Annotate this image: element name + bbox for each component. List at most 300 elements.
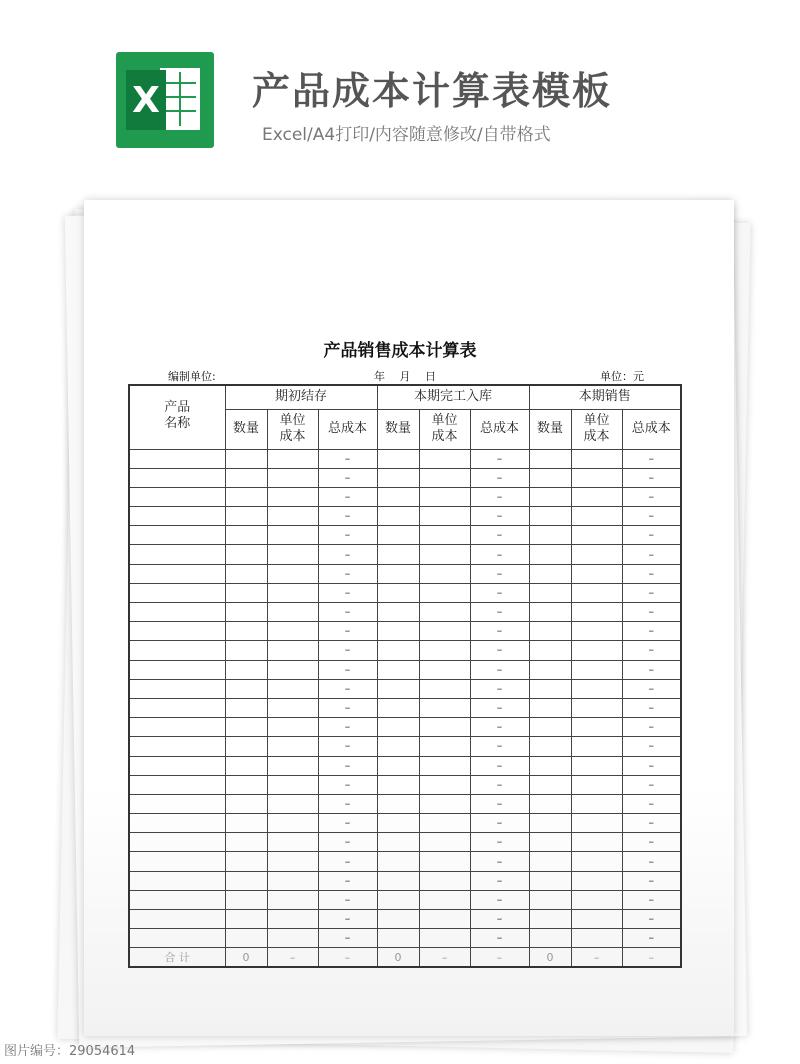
table-cell[interactable] [419, 929, 470, 948]
table-cell[interactable] [129, 564, 225, 583]
table-cell[interactable] [571, 737, 622, 756]
table-cell[interactable] [571, 833, 622, 852]
table-cell[interactable] [419, 794, 470, 813]
table-cell[interactable]: – [318, 679, 377, 698]
table-cell[interactable]: – [318, 603, 377, 622]
table-cell[interactable] [377, 468, 419, 487]
table-cell[interactable] [529, 660, 571, 679]
table-cell[interactable] [267, 583, 318, 602]
table-cell[interactable] [529, 564, 571, 583]
table-cell[interactable]: – [318, 449, 377, 468]
table-cell[interactable] [377, 507, 419, 526]
table-cell[interactable]: – [470, 871, 529, 890]
table-cell[interactable]: – [470, 756, 529, 775]
table-row [129, 890, 681, 909]
table-cell[interactable]: – [470, 775, 529, 794]
table-row [129, 910, 681, 929]
table-cell[interactable] [267, 890, 318, 909]
table-cell[interactable] [129, 622, 225, 641]
table-cell[interactable]: – [318, 507, 377, 526]
table-cell[interactable]: – [318, 545, 377, 564]
table-cell[interactable] [377, 545, 419, 564]
table-cell[interactable] [377, 660, 419, 679]
table-cell[interactable] [267, 449, 318, 468]
table-cell[interactable]: – [318, 583, 377, 602]
total-cell: 0 [529, 948, 571, 968]
table-cell[interactable]: – [622, 564, 681, 583]
table-cell[interactable] [571, 564, 622, 583]
table-cell[interactable] [377, 833, 419, 852]
table-cell[interactable]: – [318, 910, 377, 929]
table-cell[interactable] [529, 852, 571, 871]
table-cell[interactable] [529, 622, 571, 641]
table-cell[interactable] [377, 890, 419, 909]
table-cell[interactable]: – [470, 698, 529, 717]
table-cell[interactable] [377, 737, 419, 756]
table-cell[interactable]: – [622, 737, 681, 756]
column-header-1-2: 总成本 [470, 409, 529, 449]
table-cell[interactable] [129, 603, 225, 622]
table-cell[interactable] [419, 852, 470, 871]
table-cell[interactable] [419, 526, 470, 545]
table-row [129, 468, 681, 487]
table-cell[interactable]: – [622, 871, 681, 890]
table-cell[interactable] [419, 756, 470, 775]
table-cell[interactable] [529, 526, 571, 545]
table-cell[interactable] [529, 507, 571, 526]
table-cell[interactable] [225, 814, 267, 833]
table-cell[interactable] [225, 698, 267, 717]
table-cell[interactable]: – [318, 526, 377, 545]
column-header-0-2: 总成本 [318, 409, 377, 449]
table-cell[interactable] [129, 756, 225, 775]
total-cell: – [470, 948, 529, 968]
table-cell[interactable]: – [318, 852, 377, 871]
table-cell[interactable] [225, 583, 267, 602]
table-cell[interactable] [571, 526, 622, 545]
table-cell[interactable]: – [318, 737, 377, 756]
table-cell[interactable] [419, 583, 470, 602]
table-cell[interactable] [529, 583, 571, 602]
table-cell[interactable] [419, 698, 470, 717]
table-cell[interactable]: – [318, 775, 377, 794]
table-cell[interactable] [419, 660, 470, 679]
table-cell[interactable] [225, 890, 267, 909]
table-cell[interactable] [225, 737, 267, 756]
table-cell[interactable]: – [622, 794, 681, 813]
table-cell[interactable] [571, 718, 622, 737]
table-cell[interactable] [377, 718, 419, 737]
table-cell[interactable] [129, 583, 225, 602]
column-header-1-0: 数量 [377, 409, 419, 449]
table-cell[interactable] [377, 929, 419, 948]
table-cell[interactable] [267, 775, 318, 794]
table-cell[interactable]: – [622, 660, 681, 679]
table-cell[interactable] [419, 871, 470, 890]
table-cell[interactable] [129, 545, 225, 564]
table-cell[interactable]: – [318, 622, 377, 641]
table-cell[interactable] [267, 526, 318, 545]
table-cell[interactable]: – [470, 583, 529, 602]
table-cell[interactable] [267, 545, 318, 564]
group-header-sales: 本期销售 [529, 385, 681, 409]
table-cell[interactable] [571, 487, 622, 506]
table-cell[interactable] [419, 545, 470, 564]
table-cell[interactable]: – [622, 775, 681, 794]
table-cell[interactable] [529, 718, 571, 737]
table-cell[interactable] [529, 890, 571, 909]
table-cell[interactable]: – [318, 929, 377, 948]
table-row [129, 660, 681, 679]
table-cell[interactable] [529, 545, 571, 564]
table-cell[interactable] [377, 794, 419, 813]
total-cell: – [622, 948, 681, 968]
table-cell[interactable] [419, 603, 470, 622]
table-cell[interactable] [129, 468, 225, 487]
table-cell[interactable] [377, 583, 419, 602]
table-cell[interactable] [267, 852, 318, 871]
table-cell[interactable]: – [470, 622, 529, 641]
table-cell[interactable]: – [622, 679, 681, 698]
table-cell[interactable]: – [470, 468, 529, 487]
table-cell[interactable] [129, 910, 225, 929]
table-cell[interactable] [377, 487, 419, 506]
table-cell[interactable] [419, 564, 470, 583]
table-cell[interactable] [225, 718, 267, 737]
table-cell[interactable] [377, 564, 419, 583]
table-cell[interactable] [377, 449, 419, 468]
table-row [129, 583, 681, 602]
table-cell[interactable] [129, 449, 225, 468]
table-cell[interactable]: – [470, 449, 529, 468]
table-cell[interactable] [419, 487, 470, 506]
table-cell[interactable]: – [318, 718, 377, 737]
table-cell[interactable] [529, 737, 571, 756]
table-cell[interactable] [225, 487, 267, 506]
table-cell[interactable] [571, 910, 622, 929]
table-cell[interactable] [529, 641, 571, 660]
table-cell[interactable] [529, 775, 571, 794]
table-cell[interactable]: – [318, 756, 377, 775]
compiling-unit-label: 编制单位: [168, 370, 216, 383]
table-cell[interactable] [225, 775, 267, 794]
table-cell[interactable]: – [622, 545, 681, 564]
table-cell[interactable] [267, 833, 318, 852]
table-cell[interactable] [267, 737, 318, 756]
table-cell[interactable] [529, 487, 571, 506]
table-cell[interactable] [529, 679, 571, 698]
table-cell[interactable] [377, 526, 419, 545]
currency-unit-label: 单位：元 [600, 370, 644, 383]
table-cell[interactable] [225, 507, 267, 526]
table-cell[interactable] [267, 794, 318, 813]
table-cell[interactable] [419, 507, 470, 526]
excel-x-icon: X [126, 70, 166, 130]
table-row [129, 641, 681, 660]
table-cell[interactable] [267, 564, 318, 583]
table-cell[interactable] [129, 871, 225, 890]
table-cell[interactable] [377, 698, 419, 717]
table-cell[interactable] [529, 603, 571, 622]
table-cell[interactable] [571, 929, 622, 948]
table-cell[interactable] [225, 910, 267, 929]
table-cell[interactable] [529, 468, 571, 487]
table-cell[interactable] [571, 545, 622, 564]
table-cell[interactable] [225, 929, 267, 948]
table-cell[interactable] [529, 449, 571, 468]
table-cell[interactable] [225, 641, 267, 660]
table-cell[interactable]: – [470, 890, 529, 909]
table-cell[interactable]: – [470, 507, 529, 526]
table-cell[interactable]: – [318, 794, 377, 813]
table-cell[interactable] [529, 814, 571, 833]
table-cell[interactable]: – [318, 871, 377, 890]
table-row [129, 449, 681, 468]
table-cell[interactable] [129, 775, 225, 794]
table-cell[interactable] [529, 910, 571, 929]
table-cell[interactable] [129, 679, 225, 698]
table-cell[interactable] [129, 814, 225, 833]
table-cell[interactable]: – [622, 468, 681, 487]
table-cell[interactable]: – [622, 718, 681, 737]
table-cell[interactable]: – [470, 603, 529, 622]
table-cell[interactable] [419, 814, 470, 833]
table-cell[interactable] [571, 603, 622, 622]
table-cell[interactable] [571, 890, 622, 909]
table-cell[interactable]: – [470, 718, 529, 737]
table-cell[interactable]: – [318, 890, 377, 909]
table-cell[interactable]: – [622, 583, 681, 602]
table-cell[interactable] [571, 641, 622, 660]
table-cell[interactable] [419, 641, 470, 660]
table-cell[interactable] [529, 794, 571, 813]
table-cell[interactable] [129, 890, 225, 909]
table-cell[interactable] [225, 852, 267, 871]
table-cell[interactable] [571, 756, 622, 775]
table-row [129, 852, 681, 871]
total-cell: 合 计 [129, 948, 225, 968]
table-cell[interactable]: – [622, 603, 681, 622]
table-cell[interactable] [419, 737, 470, 756]
table-cell[interactable] [225, 756, 267, 775]
table-cell[interactable]: – [318, 641, 377, 660]
table-cell[interactable] [377, 679, 419, 698]
table-cell[interactable]: – [470, 852, 529, 871]
table-cell[interactable] [419, 622, 470, 641]
table-cell[interactable] [571, 794, 622, 813]
table-cell[interactable]: – [470, 929, 529, 948]
table-cell[interactable]: – [622, 814, 681, 833]
table-cell[interactable] [377, 775, 419, 794]
table-cell[interactable] [571, 698, 622, 717]
table-cell[interactable] [571, 583, 622, 602]
table-cell[interactable]: – [470, 679, 529, 698]
table-cell[interactable] [571, 622, 622, 641]
table-cell[interactable] [129, 641, 225, 660]
cost-table [128, 384, 682, 968]
table-cell[interactable] [225, 679, 267, 698]
table-cell[interactable] [267, 641, 318, 660]
table-row [129, 622, 681, 641]
table-row [129, 526, 681, 545]
table-cell[interactable] [267, 679, 318, 698]
table-cell[interactable] [571, 775, 622, 794]
table-cell[interactable] [571, 679, 622, 698]
table-cell[interactable] [225, 871, 267, 890]
table-cell[interactable] [225, 564, 267, 583]
column-header-2-2: 总成本 [622, 409, 681, 449]
document-title: 产品销售成本计算表 [323, 341, 477, 361]
table-cell[interactable] [129, 718, 225, 737]
table-cell[interactable] [225, 794, 267, 813]
table-cell[interactable] [571, 852, 622, 871]
table-cell[interactable] [129, 487, 225, 506]
table-cell[interactable] [377, 910, 419, 929]
table-cell[interactable] [419, 890, 470, 909]
table-cell[interactable] [129, 929, 225, 948]
table-cell[interactable] [529, 698, 571, 717]
table-cell[interactable] [571, 468, 622, 487]
table-cell[interactable] [267, 910, 318, 929]
table-cell[interactable]: – [470, 833, 529, 852]
group-header-opening: 期初结存 [225, 385, 377, 409]
table-row [129, 871, 681, 890]
total-cell: – [318, 948, 377, 968]
table-cell[interactable]: – [622, 487, 681, 506]
table-cell[interactable]: – [622, 833, 681, 852]
table-cell[interactable]: – [318, 660, 377, 679]
table-cell[interactable] [267, 814, 318, 833]
table-cell[interactable]: – [318, 698, 377, 717]
table-cell[interactable]: – [622, 929, 681, 948]
table-cell[interactable] [129, 507, 225, 526]
table-cell[interactable]: – [470, 545, 529, 564]
table-cell[interactable] [419, 679, 470, 698]
table-cell[interactable] [571, 871, 622, 890]
table-cell[interactable] [377, 814, 419, 833]
table-cell[interactable]: – [470, 910, 529, 929]
table-cell[interactable] [129, 794, 225, 813]
table-cell[interactable] [129, 698, 225, 717]
table-cell[interactable]: – [622, 449, 681, 468]
table-cell[interactable] [267, 698, 318, 717]
table-cell[interactable] [377, 871, 419, 890]
excel-logo-icon [116, 52, 214, 148]
table-cell[interactable] [129, 833, 225, 852]
total-cell: – [267, 948, 318, 968]
table-cell[interactable] [377, 622, 419, 641]
group-header-completed: 本期完工入库 [377, 385, 529, 409]
table-cell[interactable] [377, 603, 419, 622]
table-cell[interactable] [129, 852, 225, 871]
table-cell[interactable]: – [622, 641, 681, 660]
table-row [129, 833, 681, 852]
table-cell[interactable] [267, 507, 318, 526]
table-cell[interactable]: – [622, 852, 681, 871]
table-cell[interactable] [267, 468, 318, 487]
table-cell[interactable] [267, 660, 318, 679]
table-cell[interactable] [225, 449, 267, 468]
table-row [129, 545, 681, 564]
table-cell[interactable] [267, 871, 318, 890]
table-cell[interactable] [225, 468, 267, 487]
table-cell[interactable] [377, 756, 419, 775]
table-cell[interactable]: – [470, 564, 529, 583]
table-cell[interactable] [267, 756, 318, 775]
table-cell[interactable] [419, 449, 470, 468]
table-cell[interactable]: – [470, 794, 529, 813]
table-cell[interactable] [419, 910, 470, 929]
table-cell[interactable]: – [470, 814, 529, 833]
table-cell[interactable] [129, 660, 225, 679]
table-cell[interactable] [419, 718, 470, 737]
table-cell[interactable]: – [622, 890, 681, 909]
table-row [129, 603, 681, 622]
table-cell[interactable]: – [470, 660, 529, 679]
table-cell[interactable]: – [470, 641, 529, 660]
table-cell[interactable]: – [622, 622, 681, 641]
table-cell[interactable] [225, 545, 267, 564]
table-cell[interactable] [225, 526, 267, 545]
table-cell[interactable] [225, 833, 267, 852]
table-cell[interactable] [225, 660, 267, 679]
spreadsheet-grid-icon [160, 68, 200, 130]
table-cell[interactable] [267, 603, 318, 622]
table-cell[interactable]: – [318, 487, 377, 506]
table-cell[interactable]: – [318, 468, 377, 487]
table-cell[interactable] [529, 871, 571, 890]
page-subtitle: Excel/A4打印/内容随意修改/自带格式 [262, 125, 551, 145]
table-cell[interactable] [529, 929, 571, 948]
table-cell[interactable] [225, 622, 267, 641]
table-cell[interactable]: – [470, 737, 529, 756]
column-header-2-0: 数量 [529, 409, 571, 449]
table-cell[interactable]: – [622, 756, 681, 775]
table-cell[interactable]: – [622, 910, 681, 929]
total-cell: – [571, 948, 622, 968]
table-cell[interactable] [377, 852, 419, 871]
table-cell[interactable] [571, 660, 622, 679]
table-cell[interactable] [571, 449, 622, 468]
table-cell[interactable] [529, 756, 571, 775]
table-row [129, 507, 681, 526]
table-cell[interactable] [419, 775, 470, 794]
table-cell[interactable] [419, 833, 470, 852]
table-cell[interactable] [529, 833, 571, 852]
table-cell[interactable] [571, 507, 622, 526]
table-cell[interactable] [571, 814, 622, 833]
table-cell[interactable]: – [622, 507, 681, 526]
total-cell: 0 [377, 948, 419, 968]
table-cell[interactable]: – [318, 833, 377, 852]
table-cell[interactable]: – [622, 698, 681, 717]
table-cell[interactable]: – [318, 564, 377, 583]
table-cell[interactable]: – [470, 487, 529, 506]
table-cell[interactable]: – [470, 526, 529, 545]
column-header-0-0: 数量 [225, 409, 267, 449]
table-cell[interactable] [129, 737, 225, 756]
table-cell[interactable] [267, 622, 318, 641]
table-cell[interactable] [419, 468, 470, 487]
table-cell[interactable] [129, 526, 225, 545]
table-cell[interactable]: – [318, 814, 377, 833]
table-cell[interactable] [225, 603, 267, 622]
table-cell[interactable] [267, 718, 318, 737]
table-cell[interactable] [267, 929, 318, 948]
table-cell[interactable] [267, 487, 318, 506]
table-cell[interactable]: – [622, 526, 681, 545]
table-cell[interactable] [377, 641, 419, 660]
